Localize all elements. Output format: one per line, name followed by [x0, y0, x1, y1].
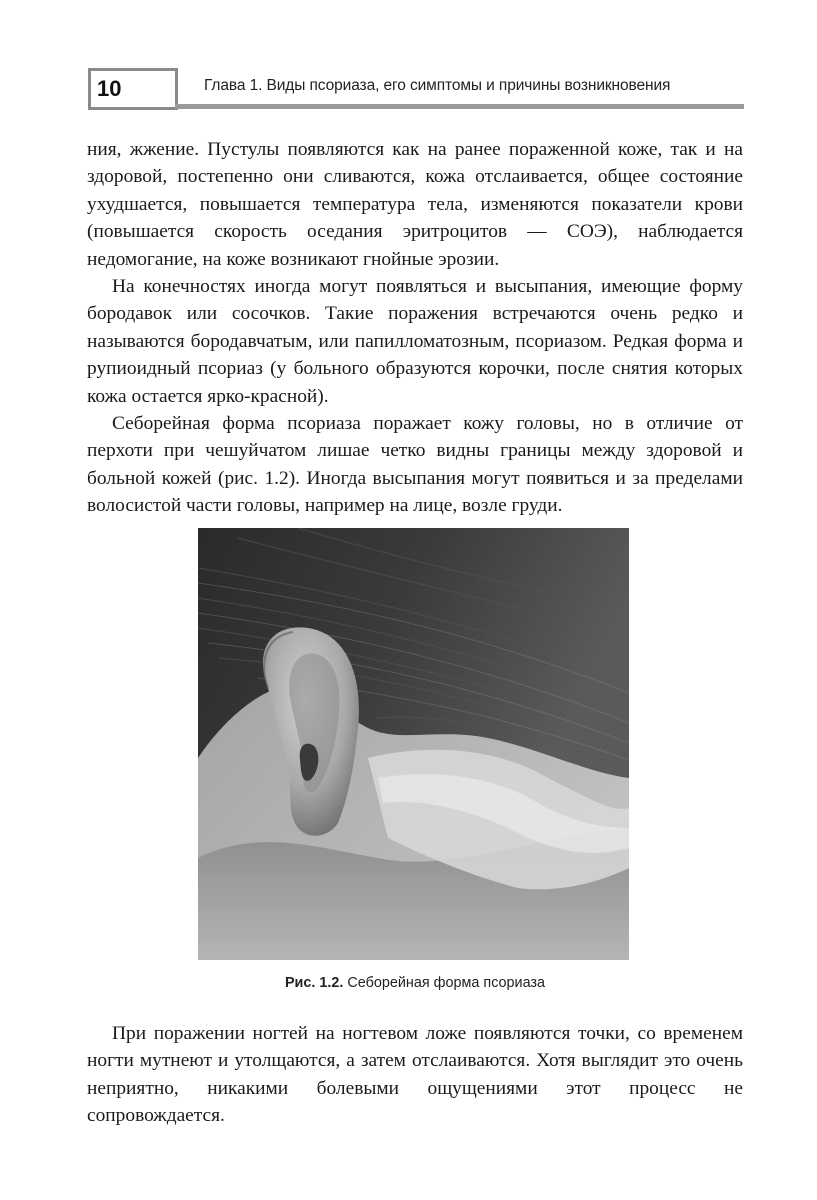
running-head: Глава 1. Виды псориаза, его симптомы и причины возникновения — [204, 77, 671, 94]
paragraph: На конечностях иногда могут появляться и высыпания, имеющие форму бородавок или сосочков. Такие поражения встречаются очень редко и называются бородавчатым, или папилломатозным, псориазом. Редкая форма и рупиоидный псориаз (у больного образуются корочки, после снятия которых кожа остается ярко-красной). — [87, 276, 743, 407]
paragraph: ния, жжение. Пустулы появляются как на ранее пораженной коже, так и на здоровой, постепенно они сливаются, кожа отслаивается, общее состояние ухудшается, повышается температура тела, изменяются показатели крови (повышается скорость оседания эритроцитов — СОЭ), наблюдается недомогание, на коже возникают гнойные эрозии. — [87, 139, 743, 270]
figure-photo-seborrheic-psoriasis — [198, 528, 629, 960]
paragraph: Себорейная форма псориаза поражает кожу головы, но в отличие от перхоти при чешуйчатом лишае четко видны границы между здоровой и больной кожей (рис. 1.2). Иногда высыпания могут появиться и за пределами волосистой части головы, например на лице, возле груди. — [87, 413, 743, 517]
figure-caption — [87, 975, 743, 991]
page-header — [88, 68, 744, 114]
body-text-bottom — [87, 1020, 743, 1130]
body-text-top — [87, 136, 743, 520]
paragraph: При поражении ногтей на ногтевом ложе появляются точки, со временем ногти мутнеют и утолщаются, а затем отслаиваются. Хотя выглядит это очень неприятно, никакими болевыми ощущениями этот процесс не сопровождается. — [87, 1023, 743, 1127]
page-number: 10 — [88, 68, 178, 110]
figure-caption-text: Себорейная форма псориаза — [343, 975, 546, 991]
figure-caption-label: Рис. 1.2. — [284, 975, 344, 991]
header-rule — [175, 104, 744, 109]
